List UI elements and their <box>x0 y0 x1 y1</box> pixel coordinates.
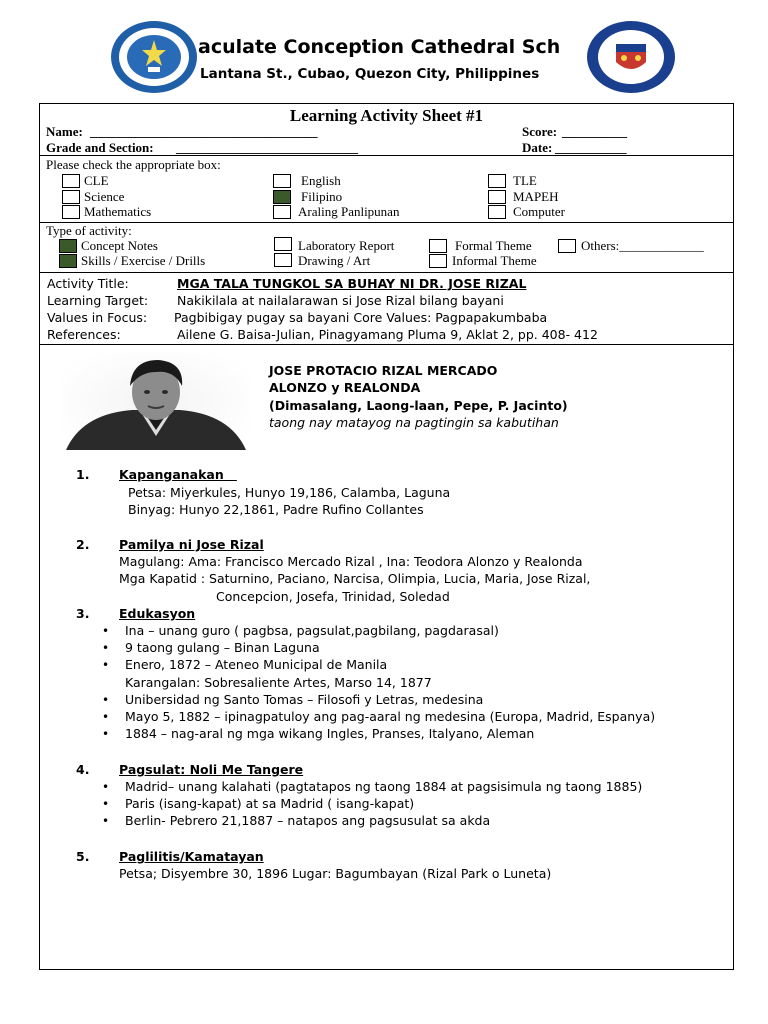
section-heading-paglilitis: Paglilitis/Kamatayan <box>119 849 264 864</box>
section-line: Petsa; Disyembre 30, 1896 Lugar: Bagumbayan (Rizal Park o Luneta) <box>119 866 552 881</box>
activity-label-skills-exercise: Skills / Exercise / Drills <box>81 253 206 268</box>
section-number: 2. <box>76 537 90 552</box>
checkbox-cle[interactable] <box>62 174 80 188</box>
checkbox-concept-notes[interactable] <box>59 239 77 253</box>
references-value: Ailene G. Baisa-Julian, Pinagyamang Pluma 9, Aklat 2, pp. 408- 412 <box>177 327 598 342</box>
document-header <box>0 0 768 100</box>
section-number: 3. <box>76 606 90 621</box>
list-item: Ina – unang guro ( pagbsa, pagsulat,pagbilang, pagdarasal) <box>125 623 499 638</box>
bullet-icon: • <box>102 658 110 672</box>
section-line: Magulang: Ama: Francisco Mercado Rizal , Ina: Teodora Alonzo y Realonda <box>119 554 583 569</box>
sheet-header-row <box>40 104 733 156</box>
checkbox-mathematics[interactable] <box>62 205 80 219</box>
list-item-continuation: Karangalan: Sobresaliente Artes, Marso 14, 1877 <box>125 675 432 690</box>
date-field[interactable]: ___________ <box>555 140 627 155</box>
bullet-icon: • <box>102 727 110 741</box>
section-line: Binyag: Hunyo 22,1861, Padre Rufino Collantes <box>128 502 424 517</box>
checkbox-laboratory-report[interactable] <box>274 237 292 251</box>
name-label: Name: <box>46 124 83 139</box>
subject-label-tle: TLE <box>513 173 537 188</box>
checkbox-computer[interactable] <box>488 205 506 219</box>
checkbox-filipino[interactable] <box>273 190 291 204</box>
list-item: Enero, 1872 – Ateneo Municipal de Manila <box>125 657 388 672</box>
checkbox-tle[interactable] <box>488 174 506 188</box>
sheet-title: Learning Activity Sheet #1 <box>289 106 484 125</box>
activity-label-others[interactable]: Others:_____________ <box>581 238 704 253</box>
checkbox-science[interactable] <box>62 190 80 204</box>
values-in-focus-value: Pagbibigay pugay sa bayani Core Values: Pagpapakumbaba <box>174 310 548 325</box>
activity-title-label: Activity Title: <box>47 276 129 291</box>
checkbox-english[interactable] <box>273 174 291 188</box>
section-line: Petsa: Miyerkules, Hunyo 19,186, Calamba, Laguna <box>128 485 451 500</box>
subject-label-filipino: Filipino <box>301 189 343 204</box>
section-heading-edukasyon: Edukasyon <box>119 606 196 621</box>
subjects-row <box>40 156 733 223</box>
section-heading-pagsulat: Pagsulat: Noli Me Tangere <box>119 762 304 777</box>
section-number: 4. <box>76 762 90 777</box>
bio-name-line2: ALONZO y REALONDA <box>269 380 421 395</box>
date-label: Date: <box>522 140 553 155</box>
grade-section-label: Grade and Section: <box>46 140 154 155</box>
list-item: Mayo 5, 1882 – ipinagpatuloy ang pag-aaral ng medesina (Europa, Madrid, Espanya) <box>125 709 656 724</box>
list-item: 9 taong gulang – Binan Laguna <box>125 640 320 655</box>
bullet-icon: • <box>102 641 110 655</box>
checkbox-informal-theme[interactable] <box>429 254 447 268</box>
activity-info-row <box>40 273 733 345</box>
bullet-icon: • <box>102 624 110 638</box>
activity-title-value: MGA TALA TUNGKOL SA BUHAY NI DR. JOSE RIZAL <box>177 276 527 291</box>
checkbox-others[interactable] <box>558 239 576 253</box>
subject-label-science: Science <box>84 189 125 204</box>
list-item: Madrid– unang kalahati (pagtatapos ng taong 1884 at pagsisimula ng taong 1885) <box>125 779 643 794</box>
bullet-icon: • <box>102 693 110 707</box>
references-label: References: <box>47 327 121 342</box>
school-name: aculate Conception Cathedral Sch <box>198 36 561 58</box>
bullet-icon: • <box>102 710 110 724</box>
school-seal-logo <box>110 20 198 94</box>
subject-label-english: English <box>301 173 341 188</box>
list-item: Berlin- Pebrero 21,1887 – natapos ang pagsusulat sa akda <box>125 813 491 828</box>
section-number: 5. <box>76 849 90 864</box>
school-address: Lantana St., Cubao, Quezon City, Philippines <box>200 66 540 82</box>
subject-label-araling-panlipunan: Araling Panlipunan <box>298 204 400 219</box>
bio-tagline: taong nay matayog na pagtingin sa kabutihan <box>269 415 559 430</box>
activity-type-row <box>40 223 733 273</box>
section-heading-kapanganakan: Kapanganakan <box>119 467 237 482</box>
diocese-seal-logo <box>586 20 676 94</box>
bio-name-line1: JOSE PROTACIO RIZAL MERCADO <box>269 363 498 378</box>
bullet-icon: • <box>102 814 110 828</box>
bullet-icon: • <box>102 780 110 794</box>
subject-label-mapeh: MAPEH <box>513 189 559 204</box>
checkbox-araling-panlipunan[interactable] <box>273 205 291 219</box>
bullet-icon: • <box>102 797 110 811</box>
checkbox-skills-exercise[interactable] <box>59 254 77 268</box>
score-field[interactable]: __________ <box>562 124 627 139</box>
activity-label-laboratory-report: Laboratory Report <box>298 238 395 253</box>
activity-label-drawing-art: Drawing / Art <box>298 253 371 268</box>
grade-section-field[interactable]: ____________________________ <box>176 140 358 155</box>
checkbox-mapeh[interactable] <box>488 190 506 204</box>
score-label: Score: <box>522 124 558 139</box>
activity-type-instruction: Type of activity: <box>46 223 132 238</box>
subjects-instruction: Please check the appropriate box: <box>46 157 221 172</box>
list-item: Unibersidad ng Santo Tomas – Filosofi y Letras, medesina <box>125 692 484 707</box>
checkbox-formal-theme[interactable] <box>429 239 447 253</box>
list-item: Paris (isang-kapat) at sa Madrid ( isang-kapat) <box>125 796 415 811</box>
checkbox-drawing-art[interactable] <box>274 253 292 267</box>
section-line: Concepcion, Josefa, Trinidad, Soledad <box>216 589 450 604</box>
section-number: 1. <box>76 467 90 482</box>
activity-label-concept-notes: Concept Notes <box>81 238 158 253</box>
section-heading-pamilya: Pamilya ni Jose Rizal <box>119 537 264 552</box>
values-in-focus-label: Values in Focus: <box>47 310 148 325</box>
jose-rizal-portrait <box>62 352 250 450</box>
activity-label-informal-theme: Informal Theme <box>452 253 537 268</box>
learning-target-value: Nakikilala at nailalarawan si Jose Rizal bilang bayani <box>177 293 504 308</box>
section-line: Mga Kapatid : Saturnino, Paciano, Narcisa, Olimpia, Lucia, Maria, Jose Rizal, <box>119 571 591 586</box>
subject-label-computer: Computer <box>513 204 565 219</box>
subject-label-mathematics: Mathematics <box>84 204 152 219</box>
bio-aliases: (Dimasalang, Laong-laan, Pepe, P. Jacinto) <box>269 398 568 413</box>
list-item: 1884 – nag-aral ng mga wikang Ingles, Pranses, Italyano, Aleman <box>125 726 535 741</box>
learning-target-label: Learning Target: <box>47 293 149 308</box>
name-field[interactable]: ___________________________________ <box>90 124 318 139</box>
subject-label-cle: CLE <box>84 173 109 188</box>
activity-label-formal-theme: Formal Theme <box>455 238 532 253</box>
